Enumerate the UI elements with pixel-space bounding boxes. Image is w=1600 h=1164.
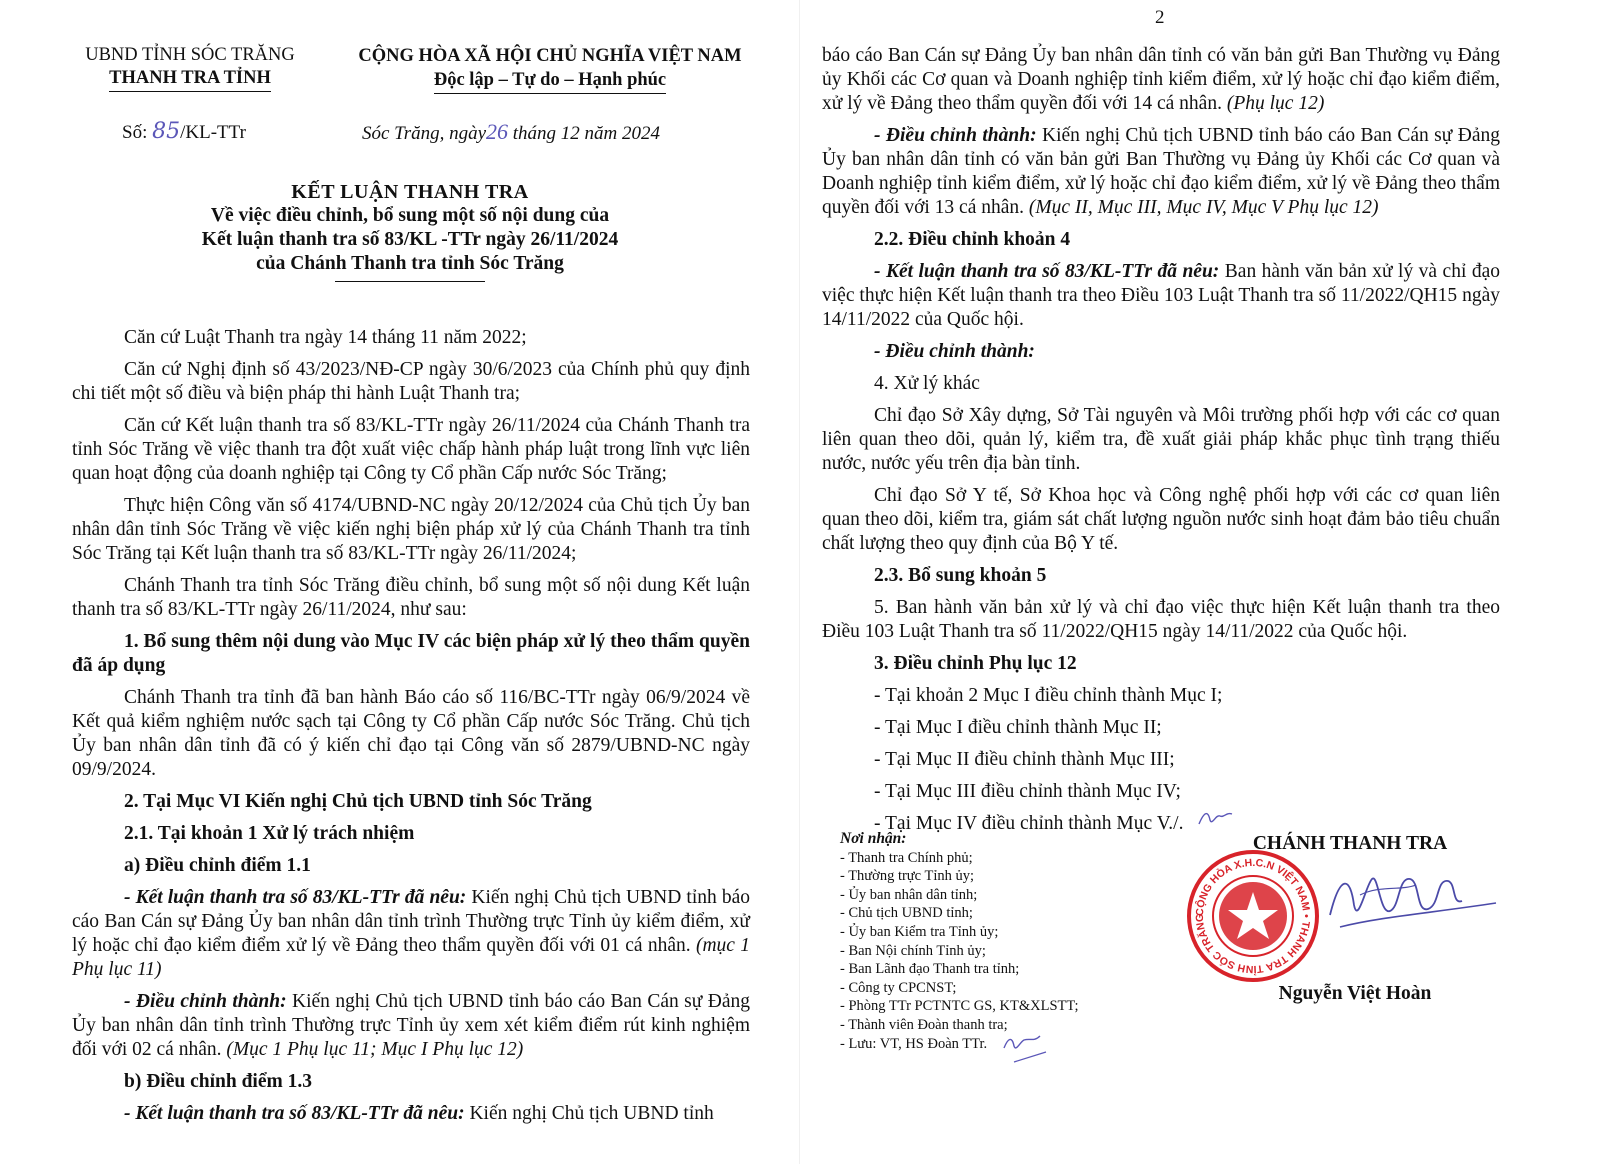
list-item: - Tại Mục I điều chỉnh thành Mục II; [874,717,1162,738]
section-heading-2-3: 2.3. Bổ sung khoản 5 [874,565,1047,586]
org-line-1: UBND TỈNH SÓC TRĂNG [85,45,295,65]
section-heading-1: 1. Bổ sung thêm nội dung vào Mục IV các biện pháp xử lý theo thẩm quyền đã áp dụng [72,631,750,676]
org-line-2: THANH TRA TỈNH [109,67,271,92]
national-motto [330,44,770,94]
list-item: - Tại Mục IV điều chỉnh thành Mục V./. [874,813,1184,834]
paragraph: - Kết luận thanh tra số 83/KL-TTr đã nêu: Kiến nghị Chủ tịch UBND tỉnh [124,1103,714,1124]
seal-text: CỘNG HÒA X.H.C.N VIỆT NAM • THANH TRA TỈNH SÓC TRĂNG [1193,856,1313,976]
issuing-organization [80,44,300,92]
recipient-item: - Phòng TTr PCTNTC GS, KT&XLSTT; [840,998,1079,1015]
list-item: - Tại Mục III điều chỉnh thành Mục IV; [874,781,1181,802]
paragraph: Thực hiện Công văn số 4174/UBND-NC ngày 20/12/2024 của Chủ tịch Ủy ban nhân dân tỉnh Sóc Trăng về việc kiến nghị biện pháp xử lý của Chánh Thanh tra tỉnh Sóc Trăng tại Kết luận thanh tra số 83/KL-TTr ngày 26/11/2024; [72,495,750,564]
official-seal-icon [1185,848,1321,984]
nation-line-2: Độc lập – Tự do – Hạnh phúc [434,68,666,94]
section-heading-b: b) Điều chỉnh điểm 1.3 [124,1071,312,1092]
page-2 [800,0,1600,1164]
page-number: 2 [1155,7,1165,28]
list-item: - Tại Mục II điều chỉnh thành Mục III; [874,749,1175,770]
section-heading-3: 3. Điều chỉnh Phụ lục 12 [874,653,1077,674]
handwritten-number: 85 [152,119,181,144]
paragraph: Căn cứ Kết luận thanh tra số 83/KL-TTr ngày 26/11/2024 của Chánh Thanh tra tỉnh Sóc Trăng về việc thanh tra đột xuất việc chấp hành pháp luật trong lĩnh vực liên quan hoạt động của doanh nghiệp tại Công ty Cổ phần Cấp nước Sóc Trăng; [72,415,750,484]
handwritten-day: 26 [486,119,509,144]
section-heading-2: 2. Tại Mục VI Kiến nghị Chủ tịch UBND tỉnh Sóc Trăng [124,791,592,812]
paragraph: Chỉ đạo Sở Xây dựng, Sở Tài nguyên và Môi trường phối hợp với các cơ quan liên quan theo dõi, quản lý, kiểm tra, đề xuất giải pháp khắc phục tình trạng thiếu nước, nước yếu trên địa bàn tỉnh. [822,405,1500,474]
section-heading-2-1: 2.1. Tại khoản 1 Xử lý trách nhiệm [124,823,415,844]
document-title: KẾT LUẬN THANH TRA Về việc điều chỉnh, bổ sung một số nội dung của Kết luận thanh tra số 83/KL -TTr ngày 26/11/2024 của Chánh Thanh tra tỉnh Sóc Trăng [70,180,750,282]
signature-scribble-icon [1320,855,1500,945]
section-heading-2-2: 2.2. Điều chỉnh khoản 4 [874,229,1071,250]
recipient-item: - Ủy ban nhân dân tỉnh; [840,886,978,903]
recipient-item: - Ban Lãnh đạo Thanh tra tỉnh; [840,961,1020,978]
paragraph: Căn cứ Luật Thanh tra ngày 14 tháng 11 năm 2022; [124,327,527,348]
initial-mark-icon [1000,1028,1050,1068]
document-number: Số: 85/KL-TTr [122,119,246,144]
recipients-title: Nơi nhận: [840,830,907,847]
paragraph: Chánh Thanh tra tỉnh đã ban hành Báo cáo số 116/BC-TTr ngày 06/9/2024 về Kết quả kiểm nghiệm nước sạch tại Công ty Cổ phần Cấp nước Sóc Trăng. Chủ tịch Ủy ban nhân dân tỉnh đã có ý kiến chỉ đạo tại Công văn số 2879/UBND-NC ngày 09/9/2024. [72,687,750,780]
recipient-item: - Lưu: VT, HS Đoàn TTr. [840,1035,988,1052]
page-1-body [72,326,750,1134]
paragraph: - Kết luận thanh tra số 83/KL-TTr đã nêu: Kiến nghị Chủ tịch UBND tỉnh báo cáo Ban Cán sự Đảng Ủy ban nhân dân tỉnh trình Thường trực Tỉnh ủy kiểm điểm, xử lý hoặc chỉ đạo kiểm điểm xử lý về Đảng theo thẩm quyền đối với 01 cá nhân. (mục 1 Phụ lục 11) [72,887,750,980]
paragraph: Chỉ đạo Sở Y tế, Sở Khoa học và Công nghệ phối hợp với các cơ quan liên quan theo dõi, kiểm tra, giám sát chất lượng nguồn nước sinh hoạt đảm bảo tiêu chuẩn chất lượng theo quy định của Bộ Y tế. [822,485,1500,554]
nation-line-1: CỘNG HÒA XÃ HỘI CHỦ NGHĨA VIỆT NAM [358,46,742,66]
recipients-list [840,830,1160,1053]
paragraph: báo cáo Ban Cán sự Đảng Ủy ban nhân dân tỉnh có văn bản gửi Ban Thường vụ Đảng ủy Khối các Cơ quan và Doanh nghiệp tỉnh kiểm điểm, xử lý hoặc chỉ đạo kiểm điểm, xử lý về Đảng theo thẩm quyền đối với 14 cá nhân. (Phụ lục 12) [822,45,1500,114]
paragraph: - Điều chỉnh thành: [874,341,1035,362]
paragraph: Căn cứ Nghị định số 43/2023/NĐ-CP ngày 30/6/2023 của Chính phủ quy định chi tiết một số điều và biện pháp thi hành Luật Thanh tra; [72,359,750,404]
list-item: - Tại khoản 2 Mục I điều chỉnh thành Mục I; [874,685,1223,706]
signer-name: Nguyễn Việt Hoàn [1278,983,1432,1004]
paragraph: 4. Xử lý khác [874,373,980,394]
recipient-item: - Thành viên Đoàn thanh tra; [840,1016,1008,1033]
recipient-item: - Ban Nội chính Tỉnh ủy; [840,942,986,959]
document-date: Sóc Trăng, ngày26 tháng 12 năm 2024 [362,119,661,144]
paragraph: Chánh Thanh tra tỉnh Sóc Trăng điều chỉnh, bổ sung một số nội dung Kết luận thanh tra số 83/KL-TTr ngày 26/11/2024, như sau: [72,575,750,620]
page-2-body [822,44,1500,844]
recipient-item: - Chủ tịch UBND tỉnh; [840,905,973,922]
recipient-item: - Công ty CPCNST; [840,979,957,996]
initial-mark-icon [1196,806,1236,832]
paragraph: - Điều chỉnh thành: Kiến nghị Chủ tịch UBND tỉnh báo cáo Ban Cán sự Đảng Ủy ban nhân dân tỉnh có văn bản gửi Ban Thường vụ Đảng ủy Khối các Cơ quan và Doanh nghiệp tỉnh kiểm điểm, xử lý hoặc chỉ đạo kiểm điểm, xử lý về Đảng theo thẩm quyền đối với 13 cá nhân. (Mục II, Mục III, Mục IV, Mục V Phụ lục 12) [822,125,1500,218]
section-heading-a: a) Điều chỉnh điểm 1.1 [124,855,311,876]
paragraph: - Kết luận thanh tra số 83/KL-TTr đã nêu: Ban hành văn bản xử lý và chỉ đạo việc thực hiện Kết luận thanh tra theo Điều 103 Luật Thanh tra số 11/2022/QH15 ngày 14/11/2022 của Quốc hội. [822,261,1500,330]
paragraph: - Điều chỉnh thành: Kiến nghị Chủ tịch UBND tỉnh báo cáo Ban Cán sự Đảng Ủy ban nhân dân tỉnh trình Thường trực Tỉnh ủy xem xét kiểm điểm rút kinh nghiệm đối với 02 cá nhân. (Mục 1 Phụ lục 11; Mục I Phụ lục 12) [72,991,750,1060]
signer-title: CHÁNH THANH TRA [1252,833,1448,854]
paragraph: 5. Ban hành văn bản xử lý và chỉ đạo việc thực hiện Kết luận thanh tra theo Điều 103 Luật Thanh tra số 11/2022/QH15 ngày 14/11/2022 của Quốc hội. [822,597,1500,642]
recipient-item: - Thanh tra Chính phủ; [840,849,973,866]
title-underline [335,281,485,282]
recipient-item: - Ủy ban Kiểm tra Tỉnh ủy; [840,923,999,940]
recipient-item: - Thường trực Tỉnh ủy; [840,868,975,885]
